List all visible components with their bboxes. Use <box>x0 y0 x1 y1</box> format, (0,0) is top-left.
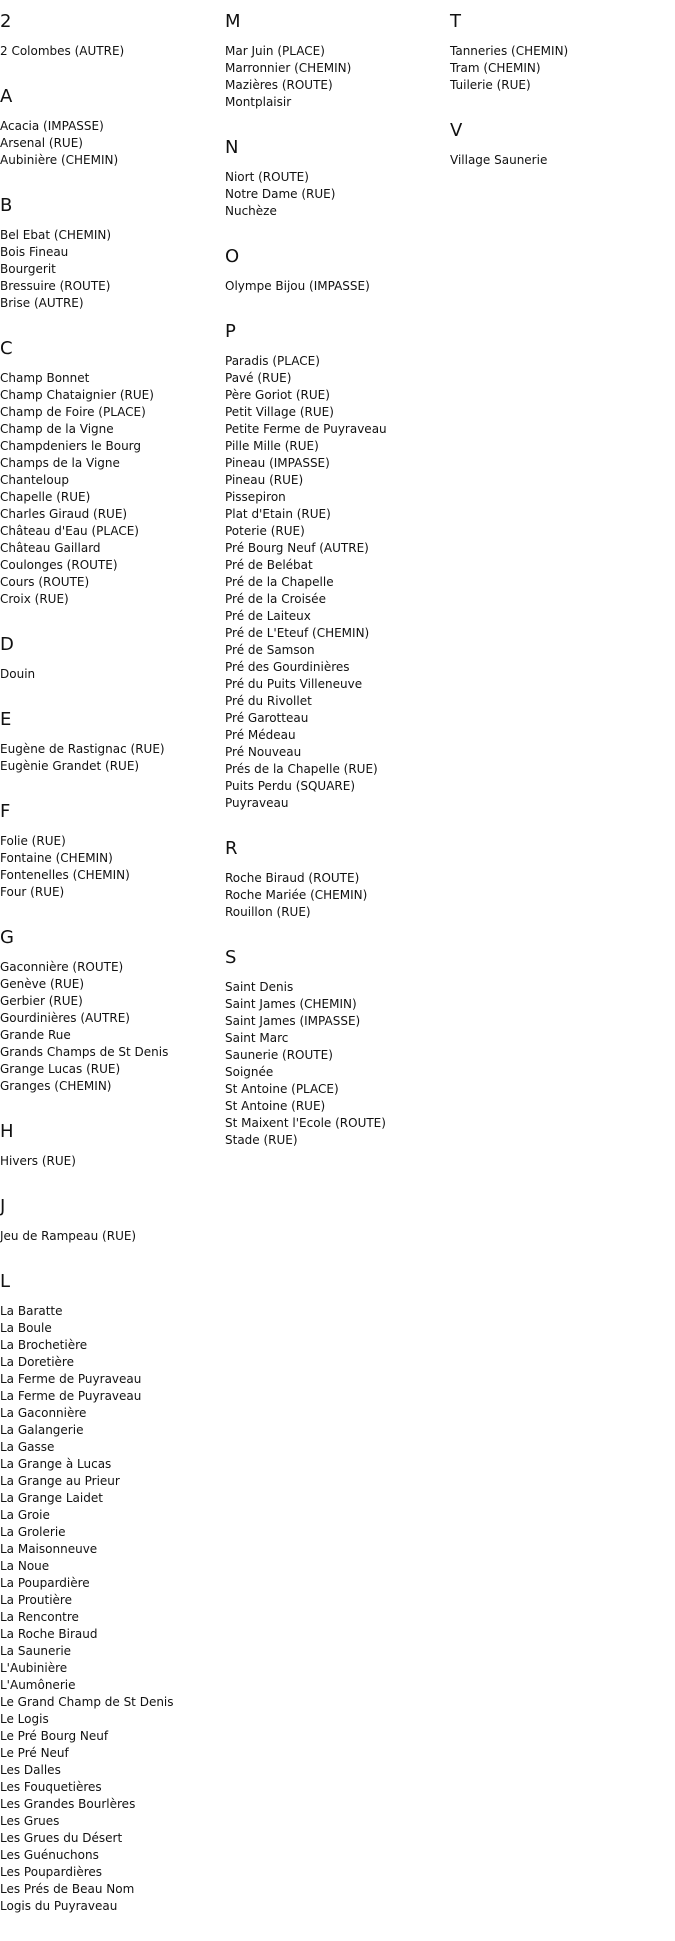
street-list <box>225 870 445 921</box>
street-list <box>450 152 670 169</box>
street-item: Puyraveau <box>225 796 289 810</box>
street-list <box>225 43 445 111</box>
street-item: La Rencontre <box>0 1610 79 1624</box>
street-item: La Grolerie <box>0 1525 66 1539</box>
letter-group <box>0 338 220 608</box>
street-item: La Maisonneuve <box>0 1542 98 1556</box>
street-item: Pré des Gourdinières <box>225 660 350 674</box>
street-item: Eugènie Grandet (RUE) <box>0 759 140 773</box>
street-item: Croix (RUE) <box>0 592 69 606</box>
street-list <box>0 370 220 608</box>
street-item: Tanneries (CHEMIN) <box>450 44 569 58</box>
street-item: La Roche Biraud <box>0 1627 98 1641</box>
street-item: Tuilerie (RUE) <box>450 78 531 92</box>
street-item: Pavé (RUE) <box>225 371 292 385</box>
street-item: Champdeniers le Bourg <box>0 439 142 453</box>
index-column-1 <box>0 11 220 1941</box>
street-item: La Baratte <box>0 1304 63 1318</box>
street-item: Chapelle (RUE) <box>0 490 91 504</box>
street-item: Roche Biraud (ROUTE) <box>225 871 360 885</box>
letter-heading: P <box>225 321 236 342</box>
street-item: Plat d'Etain (RUE) <box>225 507 331 521</box>
street-item: La Proutière <box>0 1593 72 1607</box>
street-item: Marronnier (CHEMIN) <box>225 61 352 75</box>
street-item: Folie (RUE) <box>0 834 66 848</box>
street-list <box>0 227 220 312</box>
street-item: Jeu de Rampeau (RUE) <box>0 1229 137 1243</box>
letter-group <box>0 11 220 60</box>
street-item: Château Gaillard <box>0 541 101 555</box>
street-item: Nuchèze <box>225 204 277 218</box>
street-item: Pille Mille (RUE) <box>225 439 319 453</box>
street-list <box>225 353 445 812</box>
street-item: La Grange à Lucas <box>0 1457 112 1471</box>
street-item: Grange Lucas (RUE) <box>0 1062 121 1076</box>
street-list <box>225 169 445 220</box>
street-item: Pissepiron <box>225 490 286 504</box>
letter-group <box>225 246 445 295</box>
street-item: Village Saunerie <box>450 153 548 167</box>
letter-heading: N <box>225 137 239 158</box>
street-item: La Grange au Prieur <box>0 1474 120 1488</box>
street-item: La Boule <box>0 1321 52 1335</box>
street-item: Pré du Puits Villeneuve <box>225 677 363 691</box>
letter-group <box>0 927 220 1095</box>
street-item: Le Pré Neuf <box>0 1746 69 1760</box>
street-item: Bressuire (ROUTE) <box>0 279 111 293</box>
letter-group <box>0 195 220 312</box>
street-item: Acacia (IMPASSE) <box>0 119 104 133</box>
letter-group <box>0 634 220 683</box>
street-item: Saunerie (ROUTE) <box>225 1048 333 1062</box>
street-item: Notre Dame (RUE) <box>225 187 336 201</box>
street-item: Eugène de Rastignac (RUE) <box>0 742 165 756</box>
street-item: Les Poupardières <box>0 1865 103 1879</box>
street-item: Champ Bonnet <box>0 371 90 385</box>
street-item: L'Aumônerie <box>0 1678 76 1692</box>
index-column-2 <box>225 11 445 1175</box>
street-item: Fontenelles (CHEMIN) <box>0 868 130 882</box>
street-item: Paradis (PLACE) <box>225 354 320 368</box>
street-item: Pré Garotteau <box>225 711 309 725</box>
street-item: Douin <box>0 667 36 681</box>
street-item: La Groie <box>0 1508 50 1522</box>
letter-heading: B <box>0 195 13 216</box>
street-item: Hivers (RUE) <box>0 1154 76 1168</box>
letter-heading: M <box>225 11 241 32</box>
letter-heading: A <box>0 86 13 107</box>
letter-group <box>225 11 445 111</box>
letter-heading: J <box>0 1196 6 1217</box>
street-item: Pineau (RUE) <box>225 473 304 487</box>
street-item: Grande Rue <box>0 1028 71 1042</box>
street-item: St Maixent l'Ecole (ROUTE) <box>225 1116 386 1130</box>
street-item: La Ferme de Puyraveau <box>0 1389 142 1403</box>
street-item: Gourdinières (AUTRE) <box>0 1011 130 1025</box>
street-item: Champ de Foire (PLACE) <box>0 405 146 419</box>
street-item: Saint James (IMPASSE) <box>225 1014 361 1028</box>
street-list <box>225 979 445 1149</box>
letter-group <box>0 1196 220 1245</box>
street-item: La Doretière <box>0 1355 74 1369</box>
street-item: Saint James (CHEMIN) <box>225 997 357 1011</box>
street-item: Logis du Puyraveau <box>0 1899 118 1913</box>
street-item: Pré de la Croisée <box>225 592 326 606</box>
letter-heading: S <box>225 947 237 968</box>
letter-group <box>0 801 220 901</box>
street-item: Petite Ferme de Puyraveau <box>225 422 387 436</box>
letter-group <box>225 838 445 921</box>
street-item: Les Dalles <box>0 1763 61 1777</box>
street-item: Niort (ROUTE) <box>225 170 309 184</box>
street-item: Bel Ebat (CHEMIN) <box>0 228 112 242</box>
letter-group <box>0 86 220 169</box>
street-item: La Noue <box>0 1559 50 1573</box>
street-item: Les Guénuchons <box>0 1848 99 1862</box>
street-item: Champs de la Vigne <box>0 456 120 470</box>
street-item: Granges (CHEMIN) <box>0 1079 112 1093</box>
letter-heading: D <box>0 634 14 655</box>
letter-heading: T <box>450 11 461 32</box>
street-item: Four (RUE) <box>0 885 65 899</box>
street-item: Brise (AUTRE) <box>0 296 84 310</box>
street-list <box>0 1303 220 1915</box>
street-item: Saint Marc <box>225 1031 289 1045</box>
street-item: La Saunerie <box>0 1644 72 1658</box>
street-item: La Brochetière <box>0 1338 88 1352</box>
letter-group <box>225 321 445 812</box>
street-item: Arsenal (RUE) <box>0 136 83 150</box>
letter-heading: C <box>0 338 13 359</box>
letter-heading: V <box>450 120 463 141</box>
street-item: Bois Fineau <box>0 245 69 259</box>
street-list <box>0 666 220 683</box>
street-list <box>0 1153 220 1170</box>
street-item: Le Pré Bourg Neuf <box>0 1729 109 1743</box>
street-item: St Antoine (PLACE) <box>225 1082 339 1096</box>
street-item: Pré du Rivollet <box>225 694 312 708</box>
letter-group <box>0 1271 220 1915</box>
street-item: La Ferme de Puyraveau <box>0 1372 142 1386</box>
letter-group <box>225 137 445 220</box>
street-item: Pré Médeau <box>225 728 296 742</box>
street-item: Pré de la Chapelle <box>225 575 334 589</box>
street-item: Cours (ROUTE) <box>0 575 90 589</box>
street-item: Pré de Laiteux <box>225 609 311 623</box>
street-item: Bourgerit <box>0 262 56 276</box>
street-item: Pré de L'Eteuf (CHEMIN) <box>225 626 370 640</box>
street-item: Pré de Samson <box>225 643 315 657</box>
street-item: Saint Denis <box>225 980 294 994</box>
street-item: La Gasse <box>0 1440 55 1454</box>
street-item: La Grange Laidet <box>0 1491 103 1505</box>
street-item: Prés de la Chapelle (RUE) <box>225 762 378 776</box>
letter-heading: F <box>0 801 11 822</box>
street-item: Charles Giraud (RUE) <box>0 507 128 521</box>
index-column-3 <box>450 11 670 195</box>
street-list <box>0 118 220 169</box>
street-item: Le Logis <box>0 1712 49 1726</box>
letter-heading: E <box>0 709 12 730</box>
street-list <box>0 833 220 901</box>
street-item: 2 Colombes (AUTRE) <box>0 44 125 58</box>
street-item: La Galangerie <box>0 1423 84 1437</box>
letter-heading: R <box>225 838 238 859</box>
street-item: Montplaisir <box>225 95 292 109</box>
street-item: Rouillon (RUE) <box>225 905 311 919</box>
street-item: Le Grand Champ de St Denis <box>0 1695 174 1709</box>
street-item: Aubinière (CHEMIN) <box>0 153 119 167</box>
street-item: Les Grues du Désert <box>0 1831 123 1845</box>
street-list <box>0 43 220 60</box>
street-item: Stade (RUE) <box>225 1133 298 1147</box>
street-item: Pré de Belébat <box>225 558 313 572</box>
street-item: Champ Chataignier (RUE) <box>0 388 154 402</box>
street-item: Les Prés de Beau Nom <box>0 1882 135 1896</box>
street-item: Pré Nouveau <box>225 745 302 759</box>
letter-group <box>450 120 670 169</box>
street-list <box>0 1228 220 1245</box>
letter-heading: H <box>0 1121 14 1142</box>
street-item: La Poupardière <box>0 1576 90 1590</box>
street-list <box>225 278 445 295</box>
street-list <box>0 741 220 775</box>
letter-heading: L <box>0 1271 11 1292</box>
street-item: Les Grandes Bourlères <box>0 1797 136 1811</box>
street-item: Les Fouquetières <box>0 1780 102 1794</box>
letter-heading: G <box>0 927 14 948</box>
street-item: Puits Perdu (SQUARE) <box>225 779 356 793</box>
street-item: Grands Champs de St Denis <box>0 1045 169 1059</box>
letter-group <box>450 11 670 94</box>
letter-group <box>0 709 220 775</box>
street-list <box>0 959 220 1095</box>
street-item: Gaconnière (ROUTE) <box>0 960 124 974</box>
street-item: Fontaine (CHEMIN) <box>0 851 113 865</box>
street-item: Tram (CHEMIN) <box>450 61 541 75</box>
letter-heading: O <box>225 246 240 267</box>
letter-group <box>0 1121 220 1170</box>
street-item: Mar Juin (PLACE) <box>225 44 325 58</box>
street-item: La Gaconnière <box>0 1406 87 1420</box>
street-list <box>450 43 670 94</box>
street-item: Olympe Bijou (IMPASSE) <box>225 279 370 293</box>
street-item: Les Grues <box>0 1814 60 1828</box>
street-item: Coulonges (ROUTE) <box>0 558 118 572</box>
street-item: L'Aubinière <box>0 1661 68 1675</box>
street-item: Genève (RUE) <box>0 977 85 991</box>
street-item: Château d'Eau (PLACE) <box>0 524 139 538</box>
letter-group <box>225 947 445 1149</box>
street-item: Mazières (ROUTE) <box>225 78 333 92</box>
street-item: Champ de la Vigne <box>0 422 114 436</box>
street-item: Pré Bourg Neuf (AUTRE) <box>225 541 369 555</box>
street-item: Pineau (IMPASSE) <box>225 456 330 470</box>
street-item: St Antoine (RUE) <box>225 1099 326 1113</box>
street-item: Soignée <box>225 1065 274 1079</box>
street-item: Poterie (RUE) <box>225 524 305 538</box>
street-item: Père Goriot (RUE) <box>225 388 330 402</box>
street-item: Roche Mariée (CHEMIN) <box>225 888 368 902</box>
street-item: Petit Village (RUE) <box>225 405 334 419</box>
street-item: Gerbier (RUE) <box>0 994 83 1008</box>
letter-heading: 2 <box>0 11 12 32</box>
street-item: Chanteloup <box>0 473 69 487</box>
